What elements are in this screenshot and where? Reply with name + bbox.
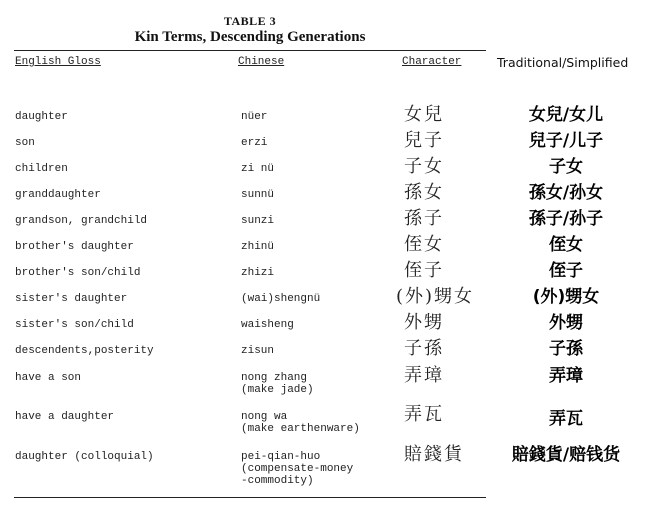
chinese-romanization: waisheng — [241, 319, 294, 331]
handwritten-character: 弄瓦 — [404, 404, 444, 425]
bottom-rule — [14, 497, 486, 498]
english-gloss: have a son — [15, 372, 82, 384]
chinese-romanization: zi nü — [241, 163, 275, 175]
handwritten-character: 孫子 — [404, 208, 444, 229]
header-traditional-simplified: Traditional/Simplified — [497, 55, 629, 70]
traditional-simplified: 兒子/儿子 — [528, 131, 604, 151]
chinese-romanization: zhinü — [241, 241, 275, 253]
english-gloss: sister's daughter — [15, 293, 128, 305]
english-gloss: brother's daughter — [15, 241, 134, 253]
chinese-romanization: nüer — [241, 111, 268, 123]
chinese-romanization: erzi — [241, 137, 268, 149]
traditional-simplified: 子女 — [549, 157, 583, 177]
chinese-romanization: zisun — [241, 345, 275, 357]
english-gloss: daughter — [15, 111, 68, 123]
english-gloss: granddaughter — [15, 189, 101, 201]
handwritten-character: 女兒 — [404, 104, 444, 125]
top-rule — [14, 50, 486, 51]
english-gloss: brother's son/child — [15, 267, 141, 279]
handwritten-character: 孫女 — [404, 182, 444, 203]
english-gloss: descendents,posterity — [15, 345, 154, 357]
handwritten-character: 外甥 — [404, 312, 444, 333]
traditional-simplified: 侄子 — [549, 261, 583, 281]
traditional-simplified: 女兒/女儿 — [528, 105, 604, 125]
chinese-romanization: nong zhang (make jade) — [241, 372, 314, 396]
handwritten-character: 賠錢貨 — [404, 444, 464, 465]
traditional-simplified: 外甥 — [549, 313, 583, 333]
handwritten-character: 兒子 — [404, 130, 444, 151]
header-english-gloss: English Gloss — [15, 56, 101, 68]
handwritten-character: 侄女 — [404, 234, 444, 255]
english-gloss: son — [15, 137, 35, 149]
english-gloss: daughter (colloquial) — [15, 451, 154, 463]
traditional-simplified: 弄璋 — [549, 366, 583, 386]
chinese-romanization: sunzi — [241, 215, 275, 227]
chinese-romanization: pei-qian-huo (compensate-money -commodity) — [241, 451, 354, 487]
chinese-romanization: (wai)shengnü — [241, 293, 321, 305]
table-label: TABLE 3 — [223, 14, 277, 28]
traditional-simplified: (外)甥女 — [532, 287, 600, 307]
handwritten-character: 侄子 — [404, 260, 444, 281]
traditional-simplified: 弄瓦 — [549, 409, 583, 429]
handwritten-character: (外)甥女 — [396, 286, 475, 307]
handwritten-character: 子孫 — [404, 338, 444, 359]
header-character: Character — [402, 56, 462, 68]
handwritten-character: 子女 — [404, 156, 444, 177]
handwritten-character: 弄璋 — [404, 365, 444, 386]
traditional-simplified: 子孫 — [549, 339, 583, 359]
table-caption — [0, 14, 500, 46]
chinese-romanization: sunnü — [241, 189, 275, 201]
traditional-simplified: 賠錢貨/赔钱货 — [511, 445, 621, 465]
english-gloss: sister's son/child — [15, 319, 134, 331]
traditional-simplified: 侄女 — [549, 235, 583, 255]
header-chinese: Chinese — [238, 56, 285, 68]
traditional-simplified: 孫女/孙女 — [528, 183, 604, 203]
traditional-simplified: 孫子/孙子 — [528, 209, 604, 229]
english-gloss: have a daughter — [15, 411, 115, 423]
english-gloss: children — [15, 163, 68, 175]
english-gloss: grandson, grandchild — [15, 215, 148, 227]
table-title: Kin Terms, Descending Generations — [134, 29, 366, 45]
chinese-romanization: zhizi — [241, 267, 275, 279]
chinese-romanization: nong wa (make earthenware) — [241, 411, 360, 435]
